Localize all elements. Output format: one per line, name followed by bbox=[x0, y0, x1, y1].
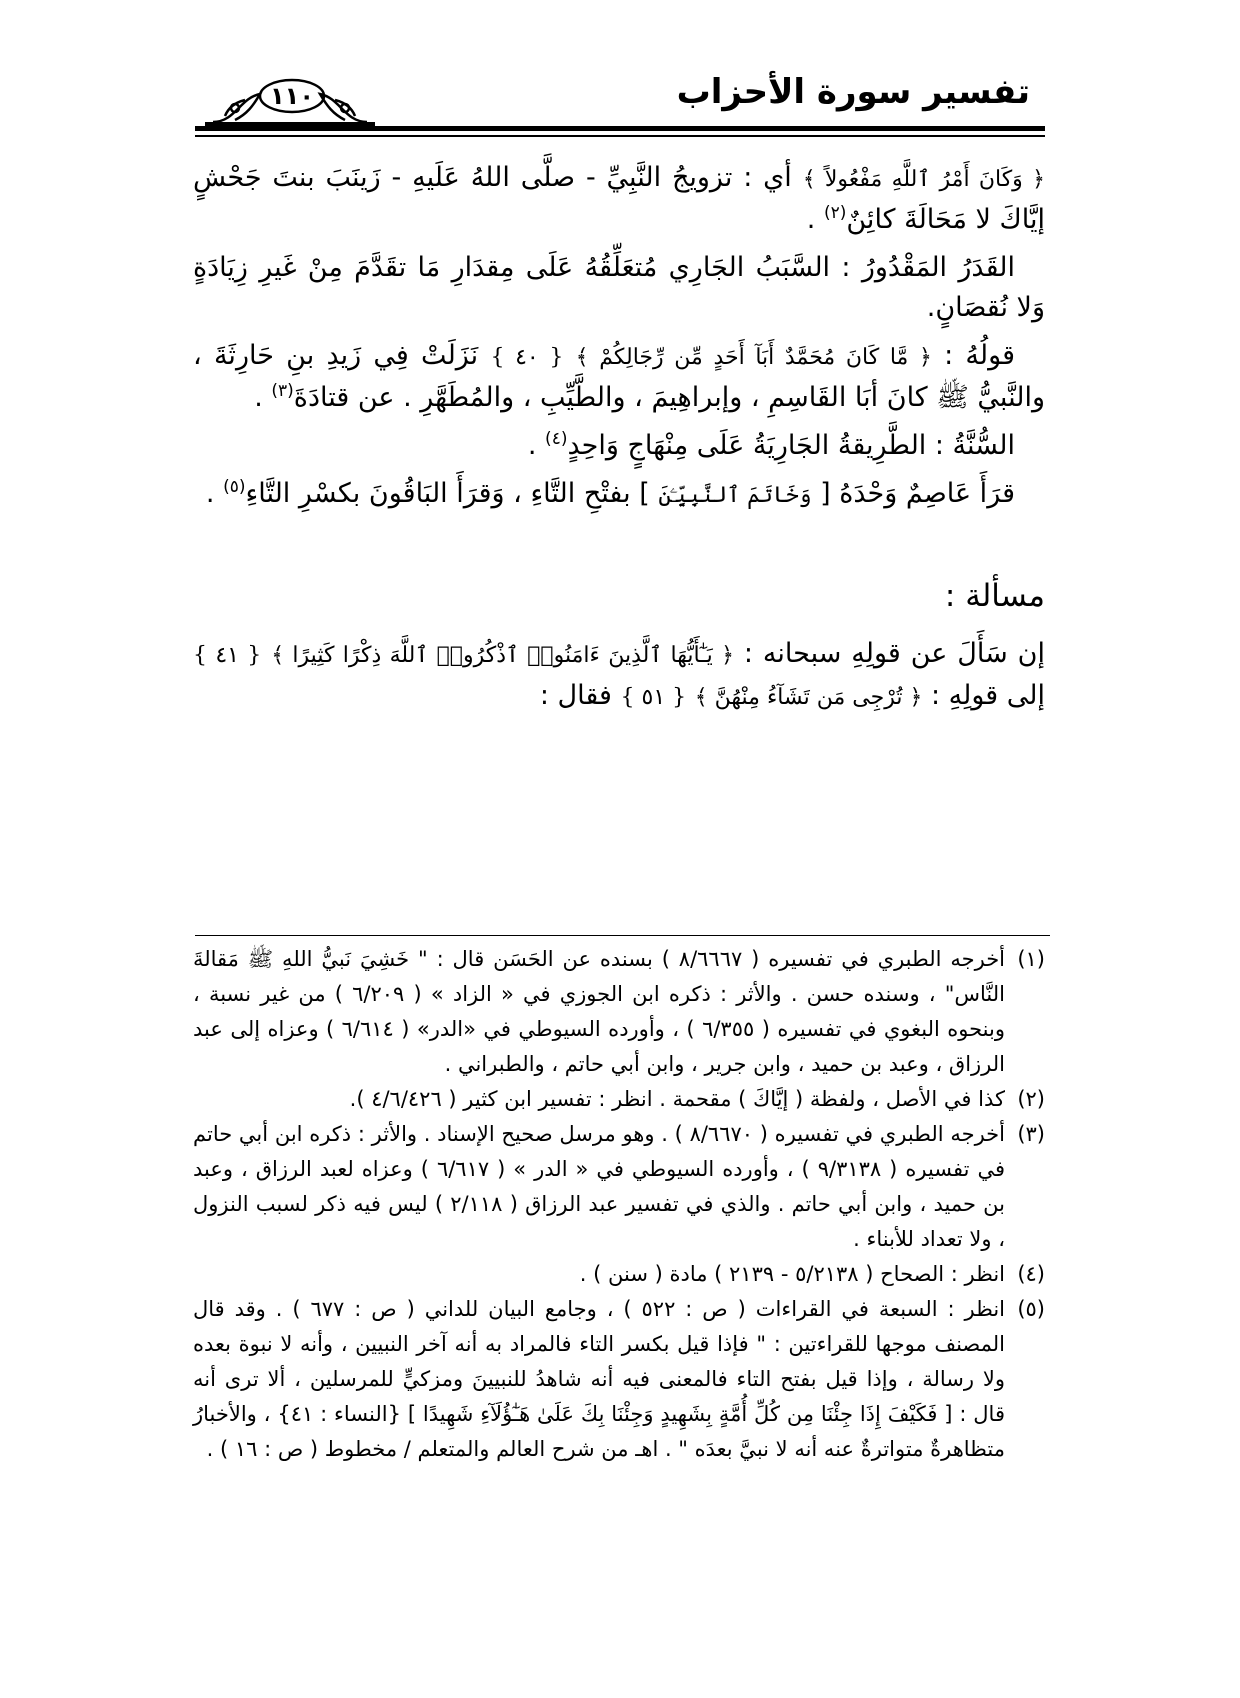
footnote-ref: (٢) bbox=[823, 203, 847, 223]
paragraph-mid: إلى قولِهِ : bbox=[930, 680, 1045, 711]
paragraph-4 bbox=[193, 426, 1045, 466]
footnote bbox=[193, 1117, 1045, 1257]
footnote-ref: (٤) bbox=[545, 429, 568, 449]
quran-verse: ﴿ تُرْجِى مَن تَشَآءُ مِنْهُنَّ ﴾ bbox=[694, 685, 923, 710]
footnotes bbox=[193, 942, 1045, 1467]
footnote-text: انظر : السبعة في القراءات ( ص : ٥٢٢ ) ، وجامع البيان للداني ( ص : ٦٧٧ ) . وقد قال المصنف موجها للقراءتين : " فإذا قيل بكسر التاء فالمراد به أنه آخر النبيين ، وأنه لا نبوة بعده ولا رسالة ، وإذا قيل بفتح التاء فالمعنى فيه أنه شاهدُ للنبيينَ ومزكيٍّ للمرسلين ، ألا ترى أنه قال : [ فَكَيْفَ إِذَا جِئْنَا مِن كُلِّ أُمَّةٍ بِشَهِيدٍ وَجِئْنَا بِكَ عَلَىٰ هَـٰٓؤُلَآءِ شَهِيدًا ] {النساء : ٤١} ، والأخبارُ متظاهرةٌ متواترةٌ عنه أنه لا نبيَّ بعدَه " . اهـ من شرح العالم والمتعلم / مخطوط ( ص : ١٦ ) . bbox=[193, 1297, 1006, 1461]
footnote bbox=[193, 942, 1045, 1082]
footnote-number: (٥) bbox=[1017, 1297, 1045, 1321]
paragraph-text: السُّنَّةُ : الطَّرِيقةُ الجَارِيَةُ عَلَى مِنْهَاجٍ وَاحِدٍ bbox=[567, 430, 1015, 461]
verse-number: { ٤٠ } bbox=[490, 345, 564, 370]
footnote-ref: (٥) bbox=[223, 477, 246, 497]
verse-number: { ٤١ } bbox=[193, 643, 262, 668]
paragraph-end: . bbox=[254, 382, 272, 413]
main-text bbox=[193, 158, 1045, 726]
footnote-text: أخرجه الطبري في تفسيره ( ٨/٦٦٧٠ ) . وهو مرسل صحيح الإسناد . والأثر : ذكره ابن أبي حاتم في تفسيره ( ٩/٣١٣٨ ) ، وأورده السيوطي في « الدر » ( ٦/٦١٧ ) وعزاه لعبد الرزاق ، وعبد بن حميد ، وابن أبي حاتم . والذي في تفسير عبد الرزاق ( ٢/١١٨ ) ليس فيه ذكر لسبب النزول ، ولا تعداد للأبناء . bbox=[193, 1122, 1005, 1251]
quran-verse: ﴿ وَكَانَ أَمْرُ ٱللَّهِ مَفْعُولاً ﴾ bbox=[802, 167, 1045, 192]
running-title: تفسير سورة الأحزاب bbox=[676, 72, 1030, 112]
paragraph-6 bbox=[193, 634, 1045, 718]
paragraph-lead: إن سَأَلَ عن قولِهِ سبحانه : bbox=[743, 638, 1046, 669]
footnote-ref: (٣) bbox=[271, 381, 294, 401]
footnote bbox=[193, 1292, 1045, 1467]
paragraph-1 bbox=[193, 158, 1045, 240]
footnote-number: (٣) bbox=[1017, 1122, 1045, 1146]
paragraph-end: فقال : bbox=[539, 680, 612, 711]
footnote-text: انظر : الصحاح ( ٥/٢١٣٨ - ٢١٣٩ ) مادة ( سنن ) . bbox=[579, 1262, 1005, 1286]
footnote-separator bbox=[195, 935, 1050, 936]
paragraph-text: أي : تزويجُ النَّبِيِّ - صلَّى اللهُ عَلَيهِ - زَينَبَ بنتَ جَحْشٍ إيَّاكَ لا مَحَالَةَ كائِنٌ bbox=[193, 162, 1045, 235]
paragraph-lead: قولُهُ : bbox=[944, 340, 1015, 371]
header-rule-thick bbox=[195, 126, 1045, 131]
paragraph-end: . bbox=[806, 204, 824, 235]
footnote-number: (١) bbox=[1017, 947, 1045, 971]
paragraph-end: . bbox=[527, 430, 546, 461]
paragraph-5 bbox=[193, 474, 1045, 516]
page-number: ١١٠ bbox=[270, 82, 314, 110]
footnote-text: أخرجه الطبري في تفسيره ( ٨/٦٦٦٧ ) بسنده عن الحَسَن قال : " خَشِيَ نَبيُّ اللهِ ﷺ مَقالةَ النَّاس" ، وسنده حسن . والأثر : ذكره ابن الجوزي في « الزاد » ( ٦/٢٠٩ ) من غير نسبة ، وبنحوه البغوي في تفسيره ( ٦/٣٥٥ ) ، وأورده السيوطي في «الدر» ( ٦/٦١٤ ) وعزاه إلى عبد الرزاق ، وعبد بن حميد ، وابن جرير ، وابن أبي حاتم ، والطبراني . bbox=[193, 947, 1006, 1076]
paragraph-3 bbox=[193, 336, 1045, 418]
footnote-number: (٢) bbox=[1017, 1087, 1045, 1111]
quran-verse: ﴿ يَـٰٓأَيُّهَا ٱلَّذِينَ ءَامَنُوا۟ ٱذْكُرُوا۟ ٱللَّهَ ذِكْرًا كَثِيرًا ﴾ bbox=[271, 643, 734, 668]
section-heading: مسألة : bbox=[944, 578, 1045, 614]
header-rule-thin bbox=[195, 135, 1045, 137]
quran-verse: وَخَاتَمَ ٱلنَّبِيِّـۧنَ bbox=[658, 483, 812, 508]
paragraph-end: . bbox=[205, 478, 224, 509]
paragraph-text: نَزَلَتْ فِي زَيدِ بنِ حَارِثَةَ ، والنَّبيُّ ﷺ كانَ أبَا القَاسِمِ ، وإبراهِيمَ ، والطَّيِّبِ ، والمُطَهَّرِ . عن قتادَةَ bbox=[193, 340, 1045, 413]
footnote-number: (٤) bbox=[1017, 1262, 1045, 1286]
paragraph-2: القَدَرُ المَقْدُورُ : السَّبَبُ الجَارِي مُتعَلِّقُهُ عَلَى مِقدَارِ مَا تقَدَّمَ مِنْ غَيرِ زِيَادَةٍ وَلا نُقصَانٍ. bbox=[193, 252, 1045, 323]
verse-number: { ٥١ } bbox=[620, 685, 687, 710]
quran-verse: ﴿ مَّا كَانَ مُحَمَّدٌ أَبَآ أَحَدٍ مِّن رِّجَالِكُمْ ﴾ bbox=[575, 345, 932, 370]
footnote-text: كذا في الأصل ، ولفظة ( إيَّاكَ ) مقحمة . انظر : تفسير ابن كثير ( ٤/٦/٤٢٦ ). bbox=[349, 1087, 1005, 1111]
paragraph-lead: قرَأَ عَاصِمٌ وَحْدَهُ [ bbox=[820, 478, 1015, 509]
footnote bbox=[193, 1082, 1045, 1117]
paragraph-text: ] بفتْحِ التَّاءِ ، وَقرَأَ البَاقُونَ بكسْرِ التَّاءِ bbox=[245, 478, 650, 509]
footnote bbox=[193, 1257, 1045, 1292]
